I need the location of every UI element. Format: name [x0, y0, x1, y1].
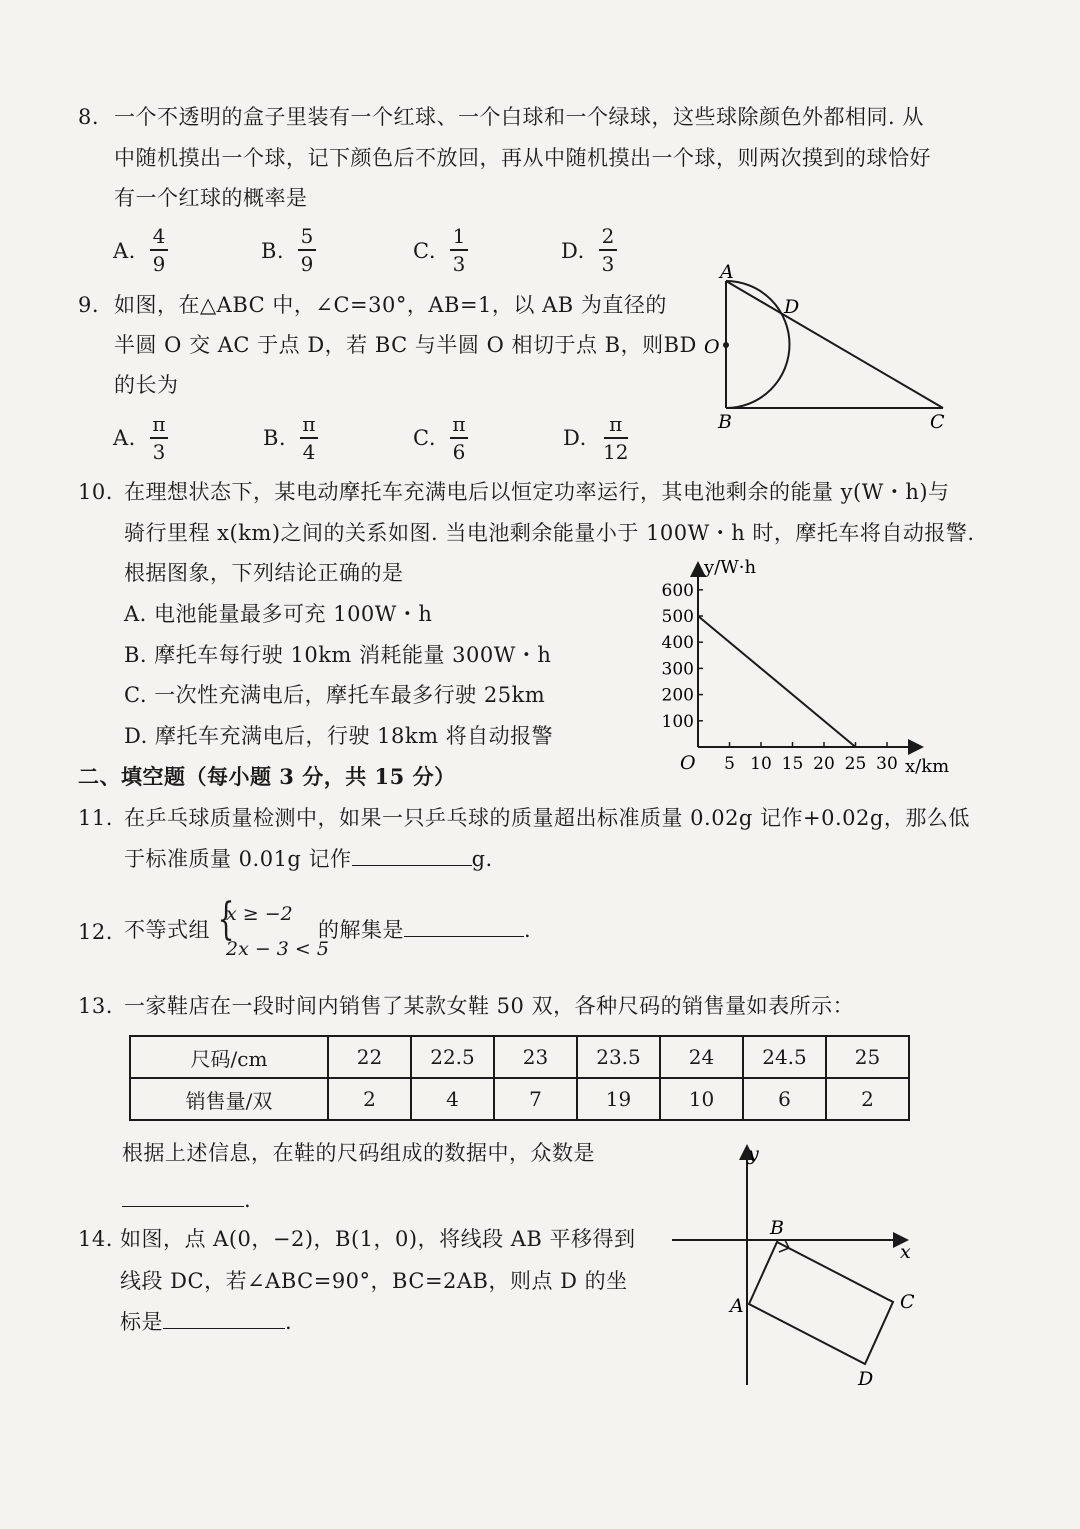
table-header-size: 尺码/cm: [130, 1036, 328, 1078]
q9-option-b-fraction: π 4: [300, 414, 318, 462]
section-2-title: 二、填空题（每小题 3 分，共 15 分）: [78, 764, 456, 789]
q10-text-line3: 根据图象，下列结论正确的是: [124, 561, 404, 585]
q10-number: 10.: [78, 480, 113, 504]
label-o: O: [704, 336, 720, 358]
table-cell: 10: [660, 1078, 743, 1120]
shoe-size-sales-table: [129, 1035, 910, 1121]
x-tick-label: 25: [844, 754, 867, 774]
q12-answer-blank[interactable]: [404, 936, 524, 937]
q14-number: 14.: [78, 1227, 113, 1251]
table-cell: 22: [328, 1036, 411, 1078]
q10-option-c: C. 一次性充满电后，摩托车最多行驶 25km: [124, 683, 546, 707]
energy-series-line: [698, 616, 856, 747]
y-ticks: [662, 581, 703, 732]
q13-number: 13.: [78, 994, 113, 1018]
x-tick-label: 20: [813, 754, 835, 774]
center-o-dot: [723, 342, 729, 348]
q12-inequality-1: x ≥ −2: [226, 903, 293, 925]
segment-ac: [726, 281, 943, 408]
label-c: C: [900, 1291, 915, 1313]
y-tick-label: 100: [661, 711, 694, 732]
q11-answer-blank[interactable]: [352, 865, 472, 866]
label-c: C: [930, 411, 945, 433]
y-axis-label: y/W·h: [704, 557, 757, 578]
label-b: B: [770, 1217, 784, 1239]
q14-text-line2: 线段 DC，若∠ABC=90°，BC=2AB，则点 D 的坐: [120, 1269, 628, 1293]
q12-number: 12.: [78, 920, 113, 944]
q14-coordinate-figure: [660, 1140, 930, 1395]
q8-option-b-fraction: 5 9: [298, 226, 316, 274]
q9-text-line1: 如图，在△ABC 中，∠C=30°，AB=1，以 AB 为直径的: [114, 293, 667, 317]
label-d: D: [858, 1368, 874, 1390]
q10-option-d: D. 摩托车充满电后，行驶 18km 将自动报警: [124, 724, 554, 748]
label-d: D: [784, 296, 800, 318]
q8-text-line1: 一个不透明的盒子里装有一个红球、一个白球和一个绿球，这些球除颜色外都相同. 从: [114, 105, 924, 129]
x-tick-label: 10: [750, 754, 772, 774]
q13-answer-blank[interactable]: [122, 1206, 244, 1207]
table-cell: 22.5: [411, 1036, 494, 1078]
x-tick-label: 15: [781, 754, 804, 774]
q8-option-c-fraction: 1 3: [450, 226, 468, 274]
y-tick-label: 300: [661, 659, 694, 680]
x-tick-label: 30: [876, 754, 898, 774]
q11-number: 11.: [78, 806, 113, 830]
table-cell: 23: [494, 1036, 577, 1078]
q13-text-line1: 一家鞋店在一段时间内销售了某款女鞋 50 双，各种尺码的销售量如表所示：: [124, 994, 855, 1018]
table-header-sales: 销售量/双: [130, 1078, 328, 1120]
q8-option-d-fraction: 2 3: [599, 226, 617, 274]
x-axis-label: x: [900, 1241, 911, 1263]
table-cell: 6: [743, 1078, 826, 1120]
x-axis-label: x/km: [905, 756, 950, 777]
q10-energy-chart: [650, 555, 960, 780]
q12-post-text: 的解集是 .: [318, 918, 532, 942]
q9-number: 9.: [78, 293, 100, 317]
q12-inequality-2: 2x − 3 < 5: [226, 938, 329, 960]
q9-option-d-fraction: π 12: [603, 412, 629, 464]
q10-text-line1: 在理想状态下，某电动摩托车充满电后以恒定功率运行，其电池剩余的能量 y(W・h)与: [124, 480, 950, 504]
label-a: A: [720, 261, 734, 283]
y-axis-label: y: [748, 1143, 759, 1165]
q12-brace: {: [217, 894, 235, 945]
table-cell: 7: [494, 1078, 577, 1120]
q14-text-line3: 标是 .: [120, 1310, 293, 1334]
q9-option-c-fraction: π 6: [450, 414, 468, 462]
q11-text-line1: 在乒乓球质量检测中，如果一只乒乓球的质量超出标准质量 0.02g 记作+0.02g，那么低: [124, 806, 970, 830]
q13-text-line2: 根据上述信息，在鞋的尺码组成的数据中，众数是: [122, 1141, 595, 1165]
q9-triangle-figure: [690, 258, 970, 438]
table-cell: 2: [328, 1078, 411, 1120]
table-cell: 24: [660, 1036, 743, 1078]
q8-option-a-fraction: 4 9: [150, 226, 168, 274]
table-cell: 23.5: [577, 1036, 660, 1078]
q9-text-line3: 的长为: [114, 373, 179, 397]
table-cell: 2: [826, 1078, 909, 1120]
table-row-sales: [130, 1078, 909, 1120]
label-b: B: [718, 411, 732, 433]
y-tick-label: 600: [661, 580, 694, 601]
y-tick-label: 200: [661, 685, 694, 706]
q8-text-line3: 有一个红球的概率是: [114, 186, 308, 210]
table-cell: 4: [411, 1078, 494, 1120]
q11-text-line2: 于标准质量 0.01g 记作 g.: [124, 847, 493, 871]
table-row-sizes: [130, 1036, 909, 1078]
x-tick-label: 5: [724, 754, 735, 774]
y-tick-label: 500: [661, 607, 694, 627]
q10-option-a: A. 电池能量最多可充 100W・h: [124, 602, 433, 626]
q9-text-line2: 半圆 O 交 AC 于点 D，若 BC 与半圆 O 相切于点 B，则BD: [114, 333, 697, 357]
q13-answer-line: .: [122, 1190, 251, 1211]
q8-number: 8.: [78, 105, 100, 129]
table-cell: 19: [577, 1078, 660, 1120]
q9-option-a-fraction: π 3: [150, 414, 168, 462]
q14-answer-blank[interactable]: [163, 1328, 285, 1329]
label-a: A: [730, 1295, 744, 1317]
q12-pre-text: 不等式组: [124, 918, 210, 942]
q8-text-line2: 中随机摸出一个球，记下颜色后不放回，再从中随机摸出一个球，则两次摸到的球恰好: [114, 146, 931, 170]
y-tick-label: 400: [661, 633, 694, 654]
q14-text-line1: 如图，点 A(0，−2)，B(1，0)，将线段 AB 平移得到: [120, 1227, 636, 1251]
table-cell: 24.5: [743, 1036, 826, 1078]
table-cell: 25: [826, 1036, 909, 1078]
rectangle-abcd: [749, 1242, 893, 1364]
q10-text-line2: 骑行里程 x(km)之间的关系如图. 当电池剩余能量小于 100W・h 时，摩托车将自动报警.: [124, 521, 975, 545]
origin-label: O: [680, 752, 696, 774]
q10-option-b: B. 摩托车每行驶 10km 消耗能量 300W・h: [124, 643, 552, 667]
